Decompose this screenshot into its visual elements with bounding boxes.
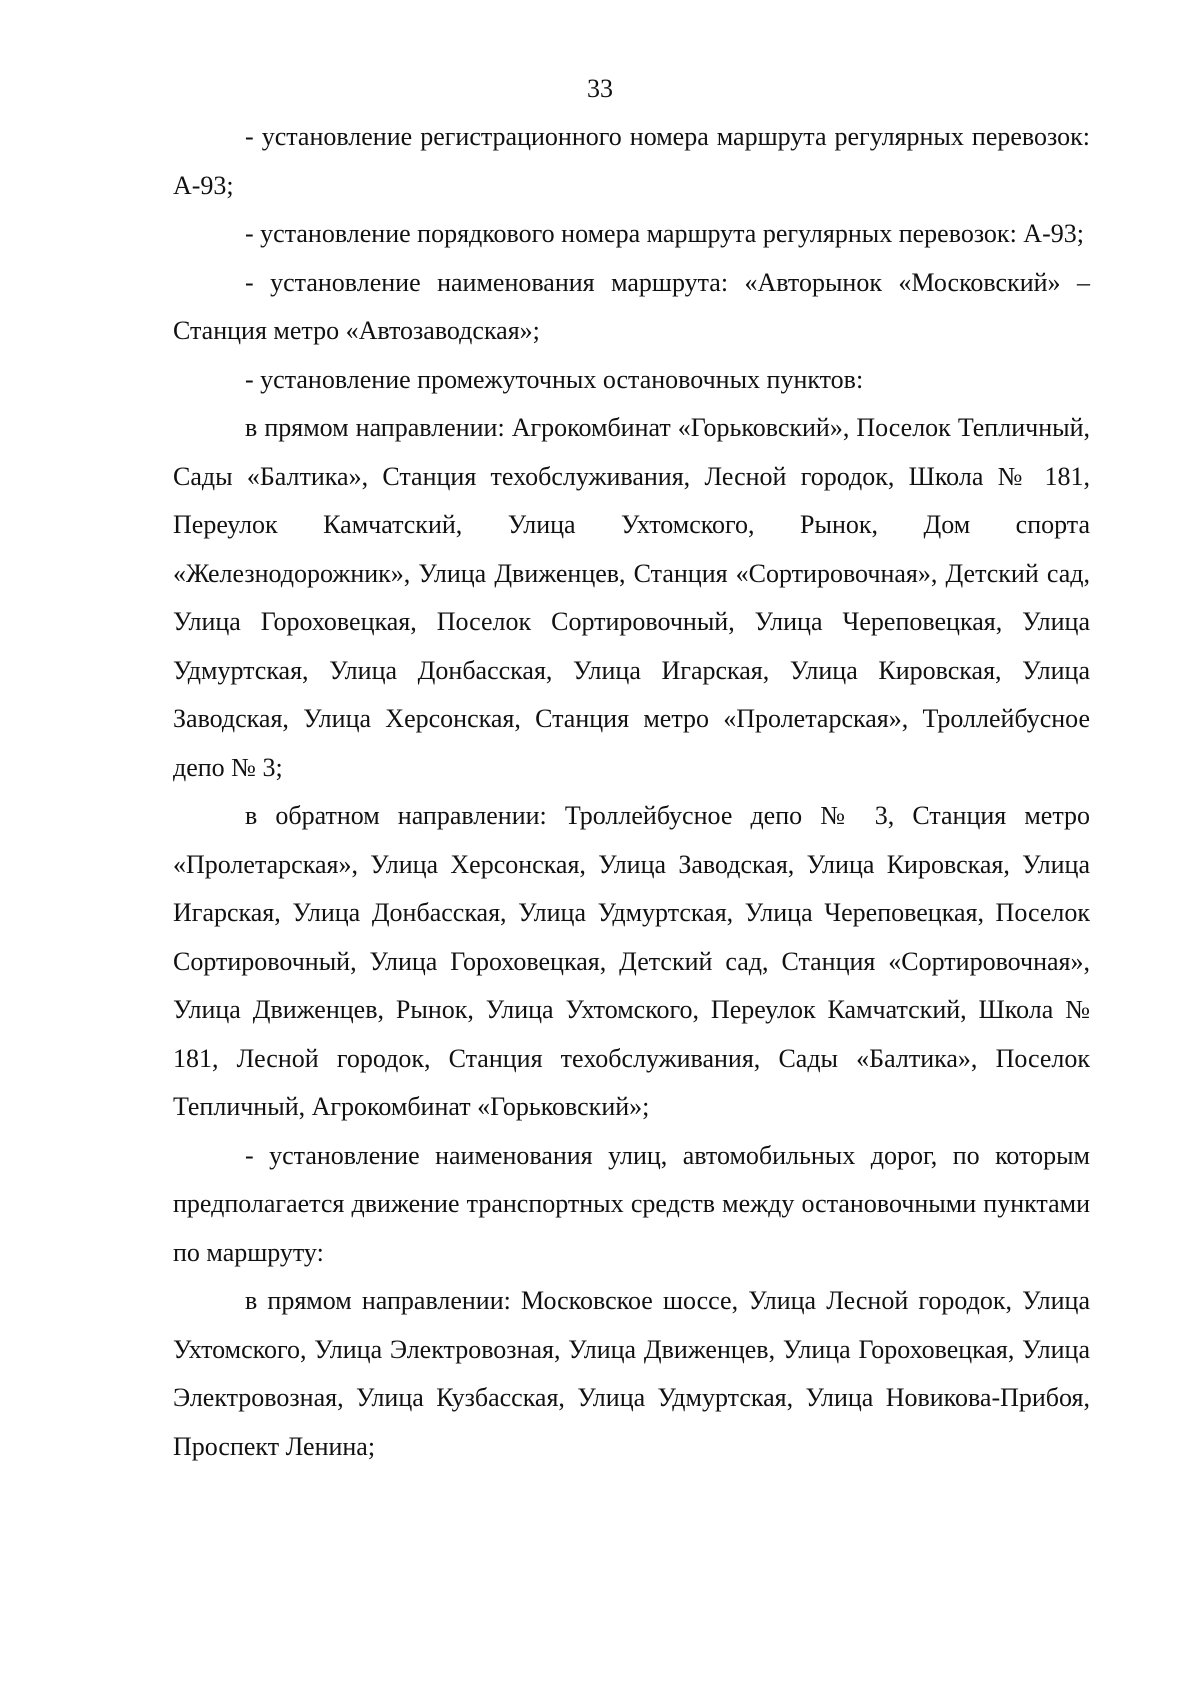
document-body [173, 113, 1090, 1471]
paragraph-forward-streets: в прямом направлении: Московское шоссе, Улица Лесной городок, Улица Ухтомского, Улица Электровозная, Улица Движенцев, Улица Гороховецкая, Улица Электровозная, Улица Кузбасская, Улица Удмуртская, Улица Новикова-Прибоя, Проспект Ленина; [173, 1286, 1090, 1461]
paragraph-sequence-number: - установление порядкового номера маршрута регулярных перевозок: А-93; [245, 219, 1084, 248]
page-number: 33 [587, 74, 613, 103]
paragraph-streets-heading: - установление наименования улиц, автомобильных дорог, по которым предполагается движение транспортных средств между остановочными пунктами по маршруту: [173, 1140, 1090, 1267]
paragraph-intermediate-stops-heading: - установление промежуточных остановочных пунктов: [245, 364, 864, 394]
paragraph-forward-stops: в прямом направлении: Агрокомбинат «Горьковский», Поселок Тепличный, Сады «Балтика», Станция техобслуживания, Лесной городок, Школа № 181, Переулок Камчатский, Улица Ухтомского, Рынок, Дом спорта «Железнодорожник», Улица Движенцев, Станция «Сортировочная», Детский сад, Улица Гороховецкая, Поселок Сортировочный, Улица Череповецкая, Улица Удмуртская, Улица Донбасская, Улица Игарская, Улица Кировская, Улица Заводская, Улица Херсонская, Станция метро «Пролетарская», Троллейбусное депо № 3; [173, 413, 1090, 782]
paragraph-reverse-stops: в обратном направлении: Троллейбусное депо № 3, Станция метро «Пролетарская», Улица Херсонская, Улица Заводская, Улица Кировская, Улица Игарская, Улица Донбасская, Улица Удмуртская, Улица Череповецкая, Поселок Сортировочный, Улица Гороховецкая, Детский сад, Станция «Сортировочная», Улица Движенцев, Рынок, Улица Ухтомского, Переулок Камчатский, Школа № 181, Лесной городок, Станция техобслуживания, Сады «Балтика», Поселок Тепличный, Агрокомбинат «Горьковский»; [173, 801, 1090, 1121]
paragraph-route-name: - установление наименования маршрута: «Авторынок «Московский» – Станция метро «Автозаводская»; [173, 267, 1090, 345]
paragraph-registration-number: - установление регистрационного номера маршрута регулярных перевозок: А-93; [173, 122, 1090, 200]
